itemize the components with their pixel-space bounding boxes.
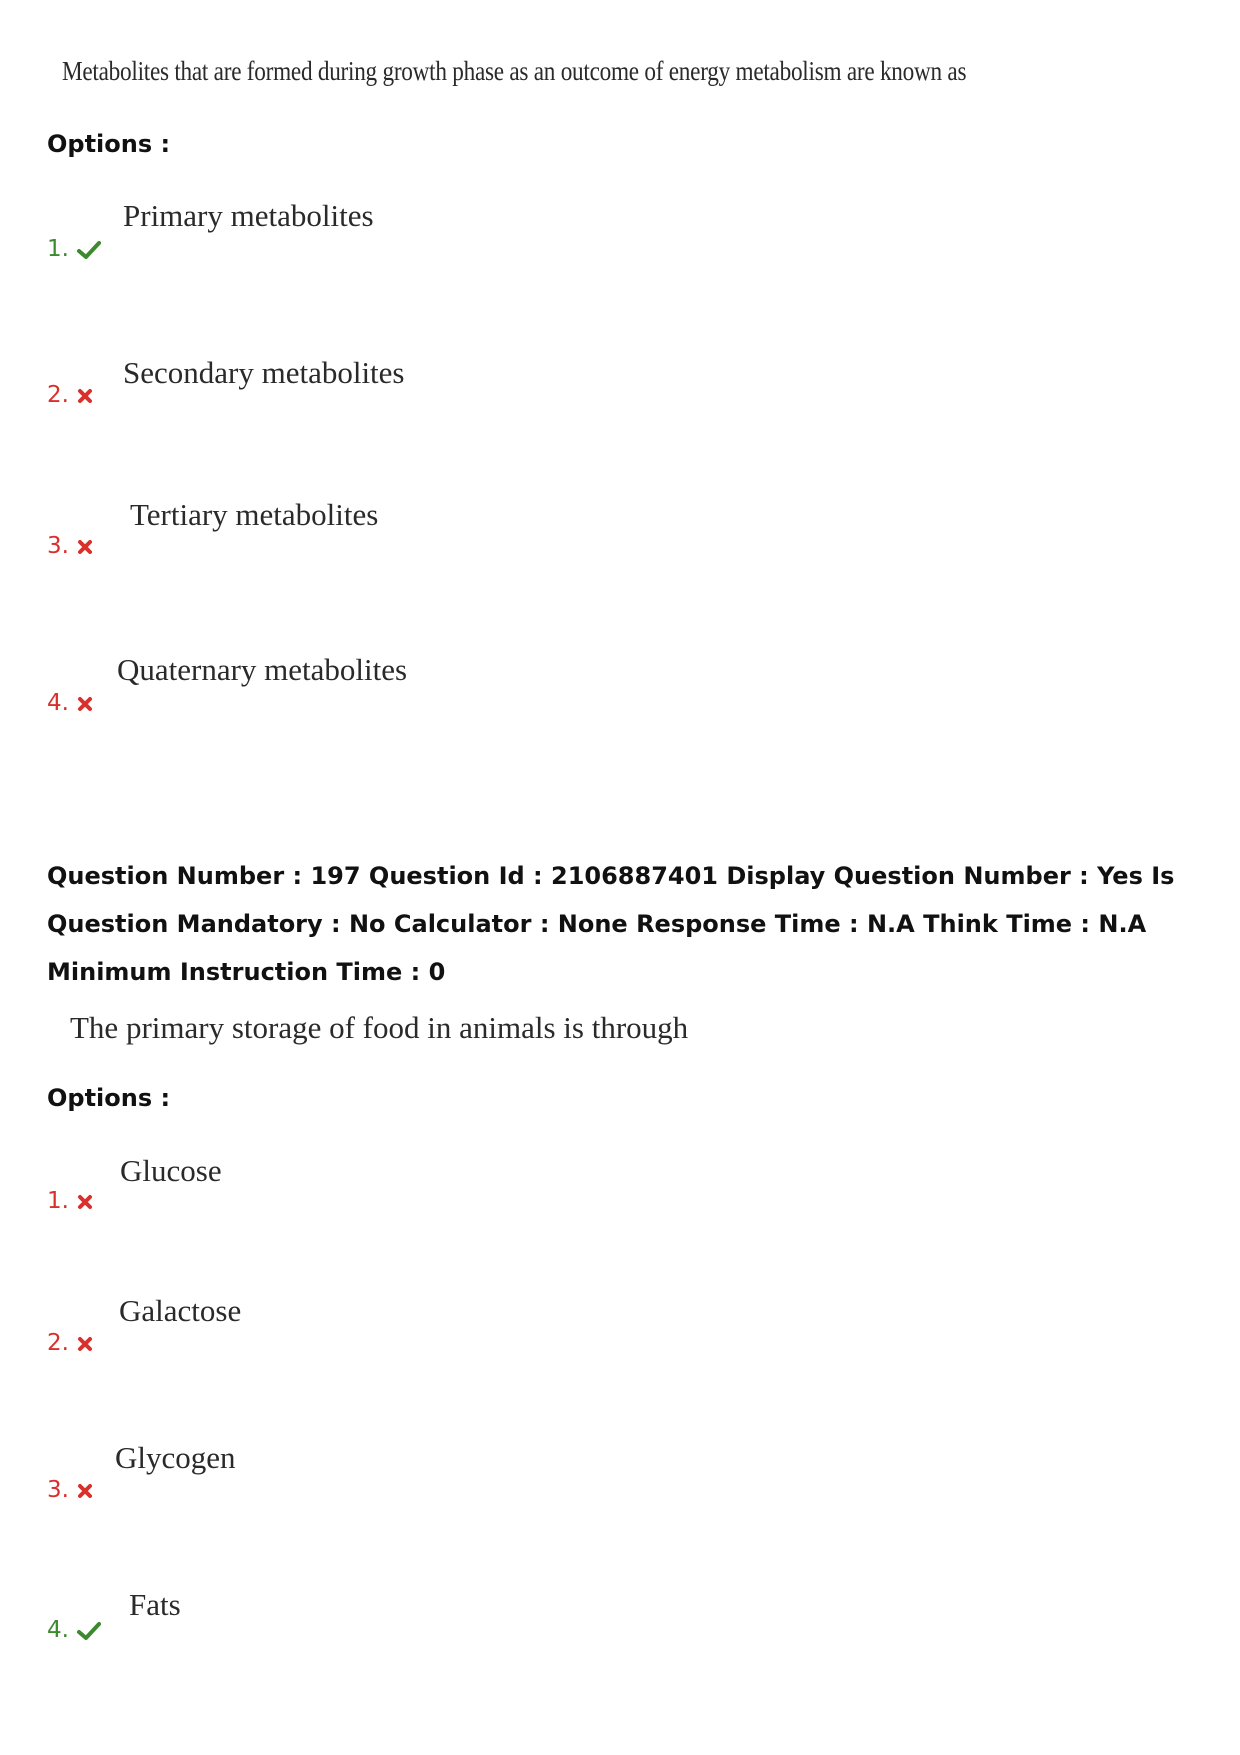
option-number-label: 2. [47, 382, 69, 408]
option-text: Glycogen [115, 1440, 236, 1475]
cross-icon [77, 1194, 93, 1210]
option-number [47, 690, 93, 716]
option-number-label: 4. [47, 690, 69, 716]
question-text: The primary storage of food in animals is through [70, 1010, 689, 1045]
option-number [47, 1188, 93, 1214]
option-number [47, 1617, 101, 1643]
options-label: Options : [47, 1084, 171, 1112]
option-number-label: 1. [47, 1188, 69, 1214]
question-metadata: Question Number : 197 Question Id : 2106887401 Display Question Number : Yes Is Question Mandatory : No Calculator : None Response Time : N.A Think Time : N.A Minimum Instruction Time : 0 [47, 862, 1175, 986]
option-text: Quaternary metabolites [117, 652, 408, 687]
option-text: Galactose [119, 1293, 242, 1328]
option-text: Primary metabolites [123, 198, 374, 233]
option-number [47, 533, 93, 559]
option-number-label: 4. [47, 1617, 69, 1643]
question-text: Metabolites that are formed during growth phase as an outcome of energy metabolism are known as [62, 56, 967, 86]
option-number-label: 3. [47, 1477, 69, 1503]
option-number [47, 236, 101, 262]
options-label: Options : [47, 130, 171, 158]
option-number-label: 2. [47, 1330, 69, 1356]
cross-icon [77, 539, 93, 555]
option-text: Fats [129, 1587, 181, 1622]
cross-icon [77, 388, 93, 404]
option-number [47, 1330, 93, 1356]
cross-icon [77, 1483, 93, 1499]
option-number [47, 1477, 93, 1503]
option-number-label: 3. [47, 533, 69, 559]
cross-icon [77, 1336, 93, 1352]
cross-icon [77, 696, 93, 712]
option-number-label: 1. [47, 236, 69, 262]
option-text: Glucose [120, 1153, 222, 1188]
option-text: Secondary metabolites [123, 355, 405, 390]
option-number [47, 382, 93, 408]
check-icon [77, 240, 101, 260]
check-icon [77, 1621, 101, 1641]
option-text: Tertiary metabolites [130, 497, 379, 532]
